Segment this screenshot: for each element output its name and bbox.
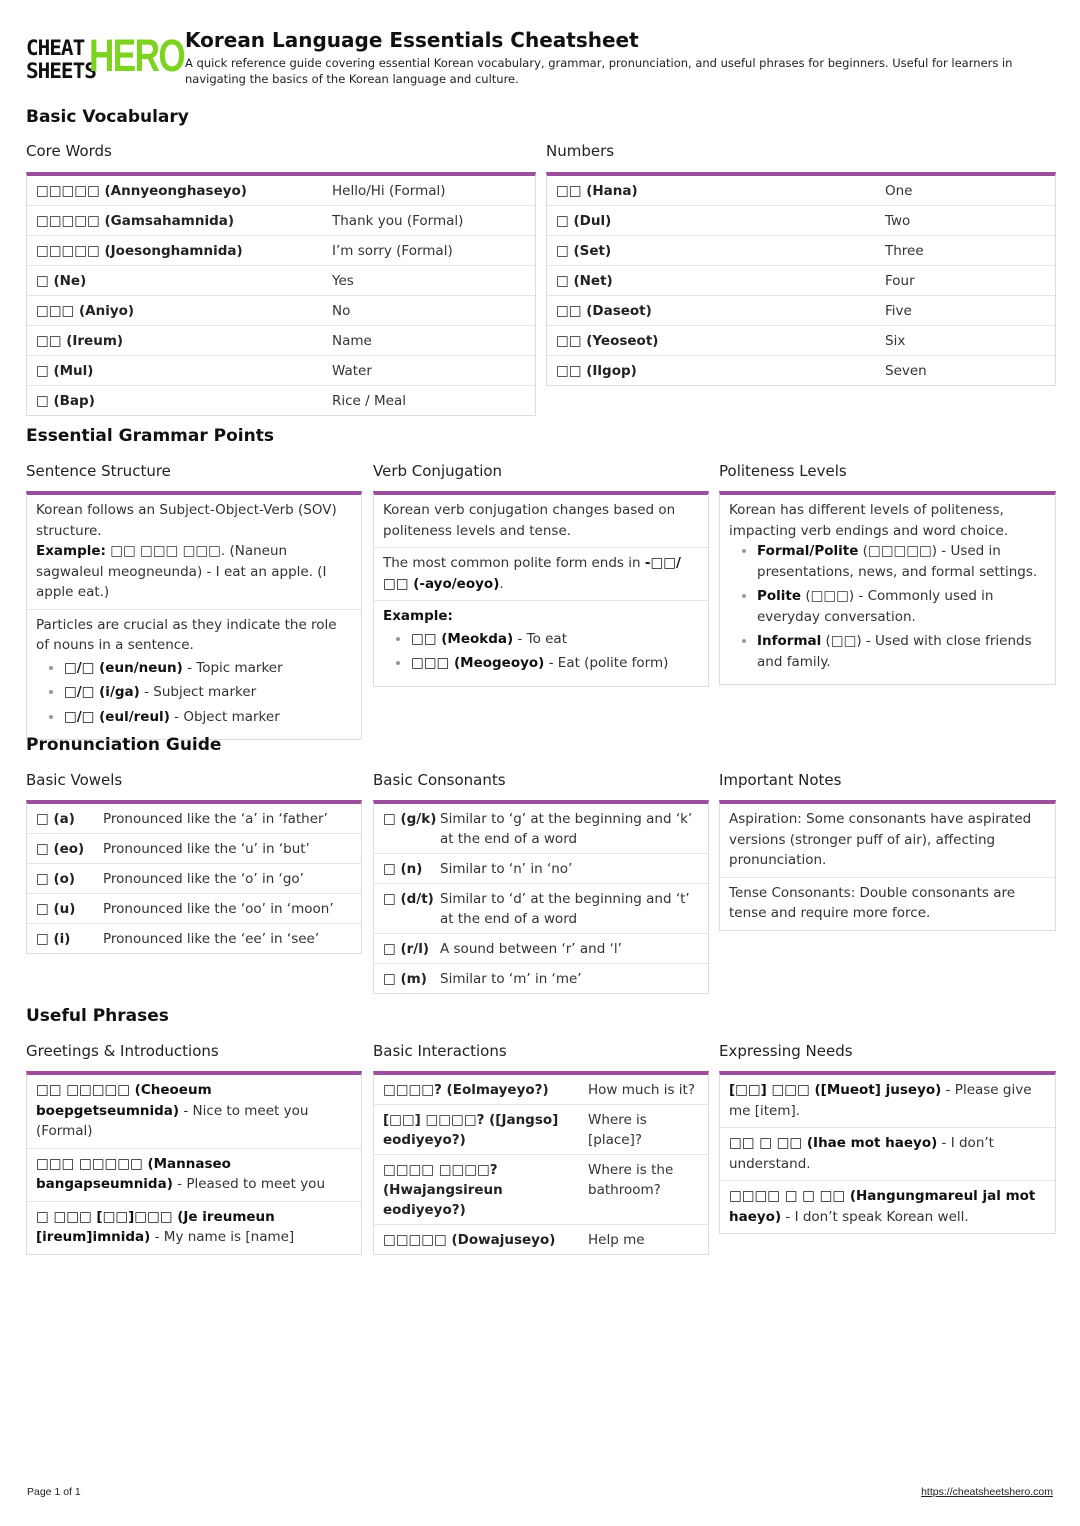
card-title-verb: Verb Conjugation [373, 462, 503, 480]
interaction-row-term: □□□□ □□□□? (Hwajangsireun eodiyeyo?) [383, 1162, 503, 1218]
number-row-meaning: Seven [885, 363, 927, 379]
logo-text-hero: HERO [89, 30, 185, 81]
cheatsheets-hero-logo[interactable] [26, 30, 185, 84]
greeting-row-phrase: □□ □□□□□ (Cheoeum boepgetseumnida) [36, 1082, 212, 1119]
politeness-list [729, 541, 1046, 672]
core-word-row-meaning: I’m sorry (Formal) [332, 243, 453, 259]
vowel-row-meaning: Pronounced like the ‘ee’ in ‘see’ [103, 931, 320, 947]
interaction-row-term: □□□□? (Eolmayeyo?) [383, 1082, 549, 1098]
card-title-consonants: Basic Consonants [373, 771, 506, 789]
politeness-item-hangul: (□□) [821, 633, 862, 649]
number-row-meaning: Five [885, 303, 912, 319]
section-title-vocabulary: Basic Vocabulary [26, 107, 189, 127]
core-word-row-term: □ (Ne) [36, 273, 87, 289]
particle-item-term: □/□ (i/ga) [64, 684, 140, 700]
consonant-row-meaning: Similar to ‘m’ in ‘me’ [440, 971, 582, 987]
need-row-phrase: □□□□ □ □ □□ (Hangungmareul jal mot haeyo) [729, 1188, 1036, 1225]
note-aspiration: Aspiration: Some consonants have aspirated versions (stronger puff of air), affecting pronunciation. [720, 804, 1055, 878]
site-link[interactable]: https://cheatsheetshero.com [921, 1486, 1053, 1498]
consonant-row-meaning: A sound between ‘r’ and ‘l’ [440, 941, 622, 957]
core-word-row-term: □□□□□ (Joesonghamnida) [36, 243, 243, 259]
page-header [26, 28, 1056, 90]
consonant-row [374, 934, 708, 964]
page-description: A quick reference guide covering essential Korean vocabulary, grammar, pronunciation, and useful phrases for beginners. Useful for learners in navigating the basics of the Korean language and culture. [185, 56, 1013, 86]
verb-example-item [411, 653, 699, 674]
particle-item [64, 682, 352, 703]
politeness-item-desc: - Commonly used in everyday conversation. [757, 588, 994, 625]
particle-item-desc: - Object marker [169, 708, 280, 725]
vowel-row-meaning: Pronounced like the ‘o’ in ‘go’ [103, 871, 304, 887]
section-title-grammar: Essential Grammar Points [26, 426, 274, 446]
greeting-row-meaning: - My name is [name] [150, 1229, 295, 1245]
politeness-card [719, 491, 1056, 685]
particle-item-term: □/□ (eun/neun) [64, 659, 183, 676]
core-word-row [27, 176, 535, 206]
politeness-item-term: Polite [757, 588, 802, 604]
number-row [547, 236, 1055, 266]
greetings-card [26, 1071, 362, 1255]
number-row-term: □□ (Ilgop) [556, 363, 637, 379]
core-word-row [27, 296, 535, 326]
verb-example-block [374, 601, 708, 686]
vowel-row [27, 924, 361, 953]
consonant-row [374, 854, 708, 884]
example-translation: (Naneun sagwaleul meogneunda) - I eat an apple. (I apple eat.) [36, 543, 327, 600]
number-row [547, 326, 1055, 356]
sentence-structure-card [26, 491, 362, 740]
particles-list [36, 658, 352, 728]
core-word-row-term: □□□□□ (Annyeonghaseyo) [36, 183, 247, 199]
number-row-term: □ (Net) [556, 273, 613, 289]
example-korean: □□ □□□ □□□. [110, 543, 226, 559]
politeness-item-term: Formal/Polite [757, 543, 859, 559]
note-tense: Tense Consonants: Double consonants are tense and require more force. [729, 884, 1016, 921]
number-row-meaning: Four [885, 273, 915, 289]
politeness-item-hangul: (□□□) [801, 588, 855, 604]
consonant-row-meaning: Similar to ‘n’ in ‘no’ [440, 861, 573, 877]
greeting-row [27, 1149, 361, 1202]
consonant-row-term: □ (n) [383, 861, 423, 877]
need-row-meaning: - I don’t understand. [729, 1135, 994, 1172]
vowel-row-term: □ (i) [36, 931, 71, 947]
politeness-item [757, 541, 1046, 582]
politeness-item-hangul: (□□□□□) [858, 543, 937, 559]
consonant-row-term: □ (m) [383, 971, 427, 987]
sentence-intro: Korean follows an Subject-Object-Verb (SOV) structure. [36, 502, 337, 539]
verb-example-item-term: □□□ (Meogeoyo) [411, 655, 545, 671]
interaction-row-meaning: Where is the bathroom? [588, 1162, 674, 1198]
need-row [720, 1075, 1055, 1128]
page-title: Korean Language Essentials Cheatsheet [185, 28, 639, 52]
politeness-item [757, 631, 1046, 672]
core-word-row-meaning: No [332, 303, 351, 319]
core-word-row [27, 386, 535, 415]
consonant-row-term: □ (r/l) [383, 941, 430, 957]
number-row-term: □ (Set) [556, 243, 612, 259]
number-row-meaning: Three [885, 243, 924, 259]
number-row [547, 206, 1055, 236]
verb-intro: Korean verb conjugation changes based on politeness levels and tense. [374, 495, 708, 548]
card-title-sentence: Sentence Structure [26, 462, 171, 480]
sentence-text [27, 495, 361, 610]
interaction-row [374, 1155, 708, 1225]
verb-example-item-desc: - Eat (polite form) [544, 655, 669, 671]
logo-text-bottom: SHEETS [26, 59, 96, 83]
core-word-row-meaning: Water [332, 363, 372, 379]
important-notes-card [719, 800, 1056, 931]
logo-text-top: CHEAT [26, 36, 85, 60]
number-row [547, 266, 1055, 296]
vowel-row-meaning: Pronounced like the ‘oo’ in ‘moon’ [103, 901, 334, 917]
verb-example-item-desc: - To eat [513, 630, 568, 647]
politeness-block [720, 495, 1055, 684]
number-row [547, 176, 1055, 206]
core-word-row-term: □ (Mul) [36, 363, 94, 379]
interaction-row-meaning: How much is it? [588, 1082, 696, 1098]
card-title-core-words: Core Words [26, 142, 112, 160]
consonant-row [374, 884, 708, 934]
verb-example-label: Example: [383, 608, 453, 624]
number-row [547, 356, 1055, 385]
vowel-row-term: □ (o) [36, 871, 76, 887]
greeting-row-meaning: - Nice to meet you (Formal) [36, 1102, 309, 1139]
politeness-item-term: Informal [757, 633, 822, 649]
core-word-row-term: □□ (Ireum) [36, 333, 124, 349]
consonant-row [374, 804, 708, 854]
interaction-row-meaning: Help me [588, 1232, 645, 1248]
interaction-row-term: □□□□□ (Dowajuseyo) [383, 1232, 556, 1248]
core-word-row [27, 356, 535, 386]
core-word-row-meaning: Yes [332, 273, 354, 289]
vowel-row-term: □ (eo) [36, 841, 85, 857]
vowel-row [27, 894, 361, 924]
consonant-row-meaning: Similar to ‘g’ at the beginning and ‘k’ at the end of a word [440, 811, 693, 847]
needs-card [719, 1071, 1056, 1234]
verb-polite-period: . [499, 575, 504, 592]
number-row-meaning: One [885, 183, 913, 199]
core-word-row [27, 326, 535, 356]
number-row-term: □□ (Daseot) [556, 303, 652, 319]
politeness-item-desc: - Used in presentations, news, and formal settings. [757, 543, 1038, 580]
card-title-needs: Expressing Needs [719, 1042, 853, 1060]
section-title-pronunciation: Pronunciation Guide [26, 735, 222, 755]
greeting-row [27, 1075, 361, 1149]
interaction-row [374, 1075, 708, 1105]
need-row-phrase: [□□] □□□ ([Mueot] juseyo) [729, 1082, 942, 1098]
core-word-row-term: □□□ (Aniyo) [36, 303, 135, 319]
card-title-greetings: Greetings & Introductions [26, 1042, 219, 1060]
number-row [547, 296, 1055, 326]
particles-block [27, 610, 361, 740]
card-title-notes: Important Notes [719, 771, 842, 789]
need-row [720, 1181, 1055, 1233]
need-row-meaning: - Please give me [item]. [729, 1082, 1032, 1119]
core-word-row [27, 266, 535, 296]
numbers-card [546, 172, 1056, 386]
interaction-row-meaning: Where is [place]? [588, 1112, 647, 1148]
politeness-intro: Korean has different levels of politeness, impacting verb endings and word choice. [729, 502, 1009, 539]
vowel-row-meaning: Pronounced like the ‘u’ in ‘but’ [103, 841, 310, 857]
greeting-row-phrase: □ □□□ [□□]□□□ (Je ireumeun [ireum]imnida) [36, 1208, 275, 1245]
core-words-card [26, 172, 536, 416]
vowel-row [27, 804, 361, 834]
core-word-row-term: □ (Bap) [36, 393, 95, 409]
interactions-card [373, 1071, 709, 1255]
particle-item [64, 707, 352, 728]
verb-example-list [383, 629, 699, 674]
number-row-term: □□ (Yeoseot) [556, 333, 659, 349]
interaction-row-term: [□□] □□□□? ([Jangso] eodiyeyo?) [383, 1112, 559, 1148]
consonants-card [373, 800, 709, 994]
greeting-row-phrase: □□□ □□□□□ (Mannaseo bangapseumnida) [36, 1155, 231, 1192]
number-row-term: □ (Dul) [556, 213, 612, 229]
core-word-row-meaning: Thank you (Formal) [332, 213, 464, 229]
verb-polite-text: The most common polite form ends in [383, 555, 645, 571]
card-title-interactions: Basic Interactions [373, 1042, 507, 1060]
greeting-row [27, 1202, 361, 1254]
vowel-row-term: □ (u) [36, 901, 76, 917]
number-row-term: □□ (Hana) [556, 183, 638, 199]
core-word-row-meaning: Rice / Meal [332, 393, 406, 409]
consonant-row-term: □ (g/k) [383, 811, 437, 827]
core-word-row-meaning: Name [332, 333, 372, 349]
vowel-row-meaning: Pronounced like the ‘a’ in ‘father’ [103, 811, 328, 827]
greeting-row-meaning: - Pleased to meet you [172, 1176, 325, 1192]
politeness-item [757, 586, 1046, 627]
need-row-meaning: - I don’t speak Korean well. [781, 1208, 969, 1225]
particles-intro: Particles are crucial as they indicate the role of nouns in a sentence. [36, 616, 337, 653]
page-number: Page 1 of 1 [27, 1486, 81, 1498]
core-word-row-meaning: Hello/Hi (Formal) [332, 183, 446, 199]
need-row-phrase: □□ □ □□ (Ihae mot haeyo) [729, 1135, 938, 1151]
vowel-row [27, 834, 361, 864]
verb-polite-ending: -□□/□□ (-ayo/eoyo) [383, 555, 681, 592]
verb-polite-form [374, 548, 708, 601]
particle-item-desc: - Subject marker [139, 684, 257, 700]
verb-conjugation-card [373, 491, 709, 687]
verb-example-item [411, 629, 699, 650]
number-row-meaning: Two [885, 213, 911, 229]
card-title-numbers: Numbers [546, 142, 615, 160]
number-row-meaning: Six [885, 333, 906, 349]
core-word-row-term: □□□□□ (Gamsahamnida) [36, 213, 235, 229]
card-title-politeness: Politeness Levels [719, 462, 847, 480]
vowel-row [27, 864, 361, 894]
particle-item [64, 658, 352, 679]
core-word-row [27, 206, 535, 236]
particle-item-term: □/□ (eul/reul) [64, 708, 170, 725]
section-title-phrases: Useful Phrases [26, 1006, 169, 1026]
interaction-row [374, 1105, 708, 1155]
consonant-row [374, 964, 708, 993]
politeness-item-desc: - Used with close friends and family. [757, 633, 1032, 670]
core-word-row [27, 236, 535, 266]
need-row [720, 1128, 1055, 1181]
interaction-row [374, 1225, 708, 1254]
consonant-row-meaning: Similar to ‘d’ at the beginning and ‘t’ at the end of a word [440, 891, 690, 927]
card-title-vowels: Basic Vowels [26, 771, 123, 789]
verb-example-item-term: □□ (Meokda) [411, 630, 514, 647]
vowel-row-term: □ (a) [36, 811, 75, 827]
particle-item-desc: - Topic marker [182, 659, 283, 676]
example-label: Example: [36, 543, 106, 559]
vowels-card [26, 800, 362, 954]
consonant-row-term: □ (d/t) [383, 891, 434, 907]
